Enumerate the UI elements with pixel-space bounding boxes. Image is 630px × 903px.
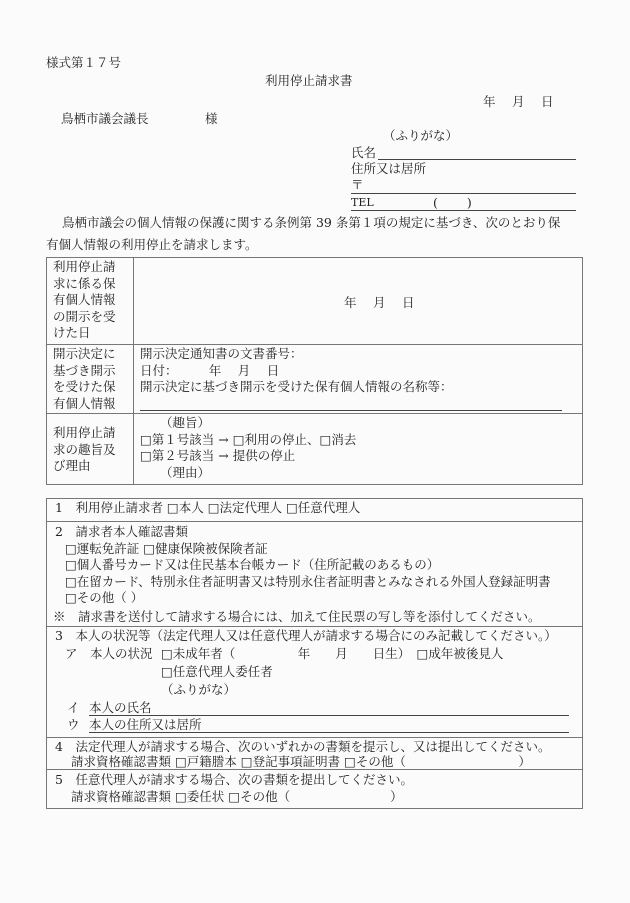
id-doc-checkbox[interactable]: □在留カード、特別永住者証明書又は特別永住者証明書とみなされる外国人登録証明書 [65, 573, 551, 589]
table1-column-divider [133, 257, 134, 485]
intro-line-1: 鳥栖市議会の個人情報の保護に関する条例第 39 条第１項の規定に基づき、次のとおり保 [62, 215, 561, 230]
requester-type-checkboxes[interactable]: 1 利用停止請求者 □本人 □法定代理人 □任意代理人 [55, 500, 361, 515]
section3-heading: 3 本人の状況等（法定代理人又は任意代理人が請求する場合にのみ記載してください。） [55, 628, 557, 643]
principal-name-label: 本人の氏名 [89, 700, 152, 715]
label-line: 求の趣旨及 [53, 441, 116, 457]
applicant-furigana-label: （ふりがな） [383, 128, 459, 143]
applicant-name-field[interactable] [378, 159, 576, 160]
doc-number-field[interactable]: 開示決定通知書の文書番号： [140, 346, 303, 361]
label-line: 求に係る保 [53, 275, 116, 291]
section5-heading: 5 任意代理人が請求する場合、次の書類を提出してください。 [55, 772, 413, 787]
option-item2-checkbox[interactable]: □第２号該当 → 提供の停止 [140, 448, 296, 463]
table2-row-divider [46, 737, 583, 738]
disclosure-date-field[interactable]: 年 月 日 [344, 295, 415, 310]
postal-mark: 〒 [351, 177, 364, 192]
section4-heading: 4 法定代理人が請求する場合、次のいずれかの書類を提示し、又は提出してください。 [55, 739, 551, 754]
intro-line-2: 有個人情報の利用停止を請求します。 [46, 237, 258, 252]
tel-parens: ( ) [433, 195, 472, 210]
applicant-name-label: 氏名 [351, 145, 377, 160]
section2-note: ※ 請求書を送付して請求する場合には、加えて住民票の写し等を添付してください。 [53, 609, 541, 624]
label-line: 有個人情報 [53, 395, 116, 411]
principal-address-label: 本人の住所又は居所 [89, 717, 202, 732]
legal-rep-docs-checkboxes[interactable]: 請求資格確認書類 □戸籍謄本 □登記事項証明書 □その他（ ） [71, 754, 531, 769]
addressee: 鳥栖市議会議長 [61, 111, 149, 126]
row3-content [140, 415, 356, 481]
section2-heading: 2 請求者本人確認書類 [55, 524, 188, 539]
label-line: 有個人情報 [53, 292, 116, 307]
delegator-checkbox[interactable]: □任意代理人委任者 [161, 664, 273, 679]
label-line: び理由 [53, 458, 91, 473]
honorific: 様 [205, 111, 218, 126]
principal-furigana-label: （ふりがな） [161, 682, 237, 697]
table2-row-divider [46, 626, 583, 627]
id-doc-other-checkbox[interactable]: □その他（ ） [65, 590, 144, 605]
notice-date-field[interactable]: 日付： 年 月 日 [140, 362, 280, 378]
applicant-address-label: 住所又は居所 [351, 161, 427, 176]
table1-row-divider [46, 413, 583, 414]
info-name-underline[interactable] [140, 410, 562, 411]
principal-name-field[interactable] [89, 715, 569, 716]
label-line: けた日 [53, 325, 91, 340]
applicant-address-field[interactable] [351, 193, 576, 194]
voluntary-rep-docs-checkboxes[interactable]: 請求資格確認書類 □委任状 □その他（ ） [71, 789, 403, 804]
info-name-field[interactable]: 開示決定に基づき開示を受けた保有個人情報の名称等： [140, 379, 453, 394]
section2 [55, 524, 551, 607]
row2-label [53, 346, 116, 412]
reason-heading: （理由） [160, 464, 211, 480]
principal-name-marker: イ [67, 700, 80, 715]
row1-label [53, 259, 116, 342]
label-line: 利用停止請 [53, 425, 116, 440]
request-date[interactable]: 年 月 日 [483, 94, 554, 109]
row2-content [140, 346, 453, 396]
document-title: 利用停止請求書 [265, 73, 353, 88]
label-line: 開示決定に [53, 346, 116, 361]
principal-address-marker: ウ [67, 717, 80, 732]
principal-status-label: ア 本人の状況 [65, 646, 153, 661]
table1-row-divider [46, 344, 583, 345]
row3-label [53, 425, 116, 475]
form-number: 様式第１７号 [46, 55, 122, 70]
label-line: 基づき開示 [53, 362, 116, 378]
id-doc-checkbox[interactable]: □個人番号カード又は住民基本台帳カード（住所記載のあるもの） [65, 557, 440, 572]
option-item1-checkbox[interactable]: □第１号該当 → □利用の停止、□消去 [140, 431, 357, 447]
label-line: の開示を受 [53, 308, 116, 324]
tel-field[interactable] [351, 210, 576, 211]
minor-checkbox[interactable]: □未成年者（ 年 月 日生） □成年被後見人 [161, 646, 504, 661]
principal-address-field[interactable] [89, 732, 569, 733]
label-line: 利用停止請 [53, 259, 116, 274]
purpose-heading: （趣旨） [160, 415, 211, 430]
tel-label: TEL [351, 196, 374, 209]
label-line: を受けた保 [53, 379, 116, 394]
table2-row-divider [46, 521, 583, 522]
id-doc-checkbox[interactable]: □運転免許証 □健康保険被保険者証 [65, 540, 268, 556]
